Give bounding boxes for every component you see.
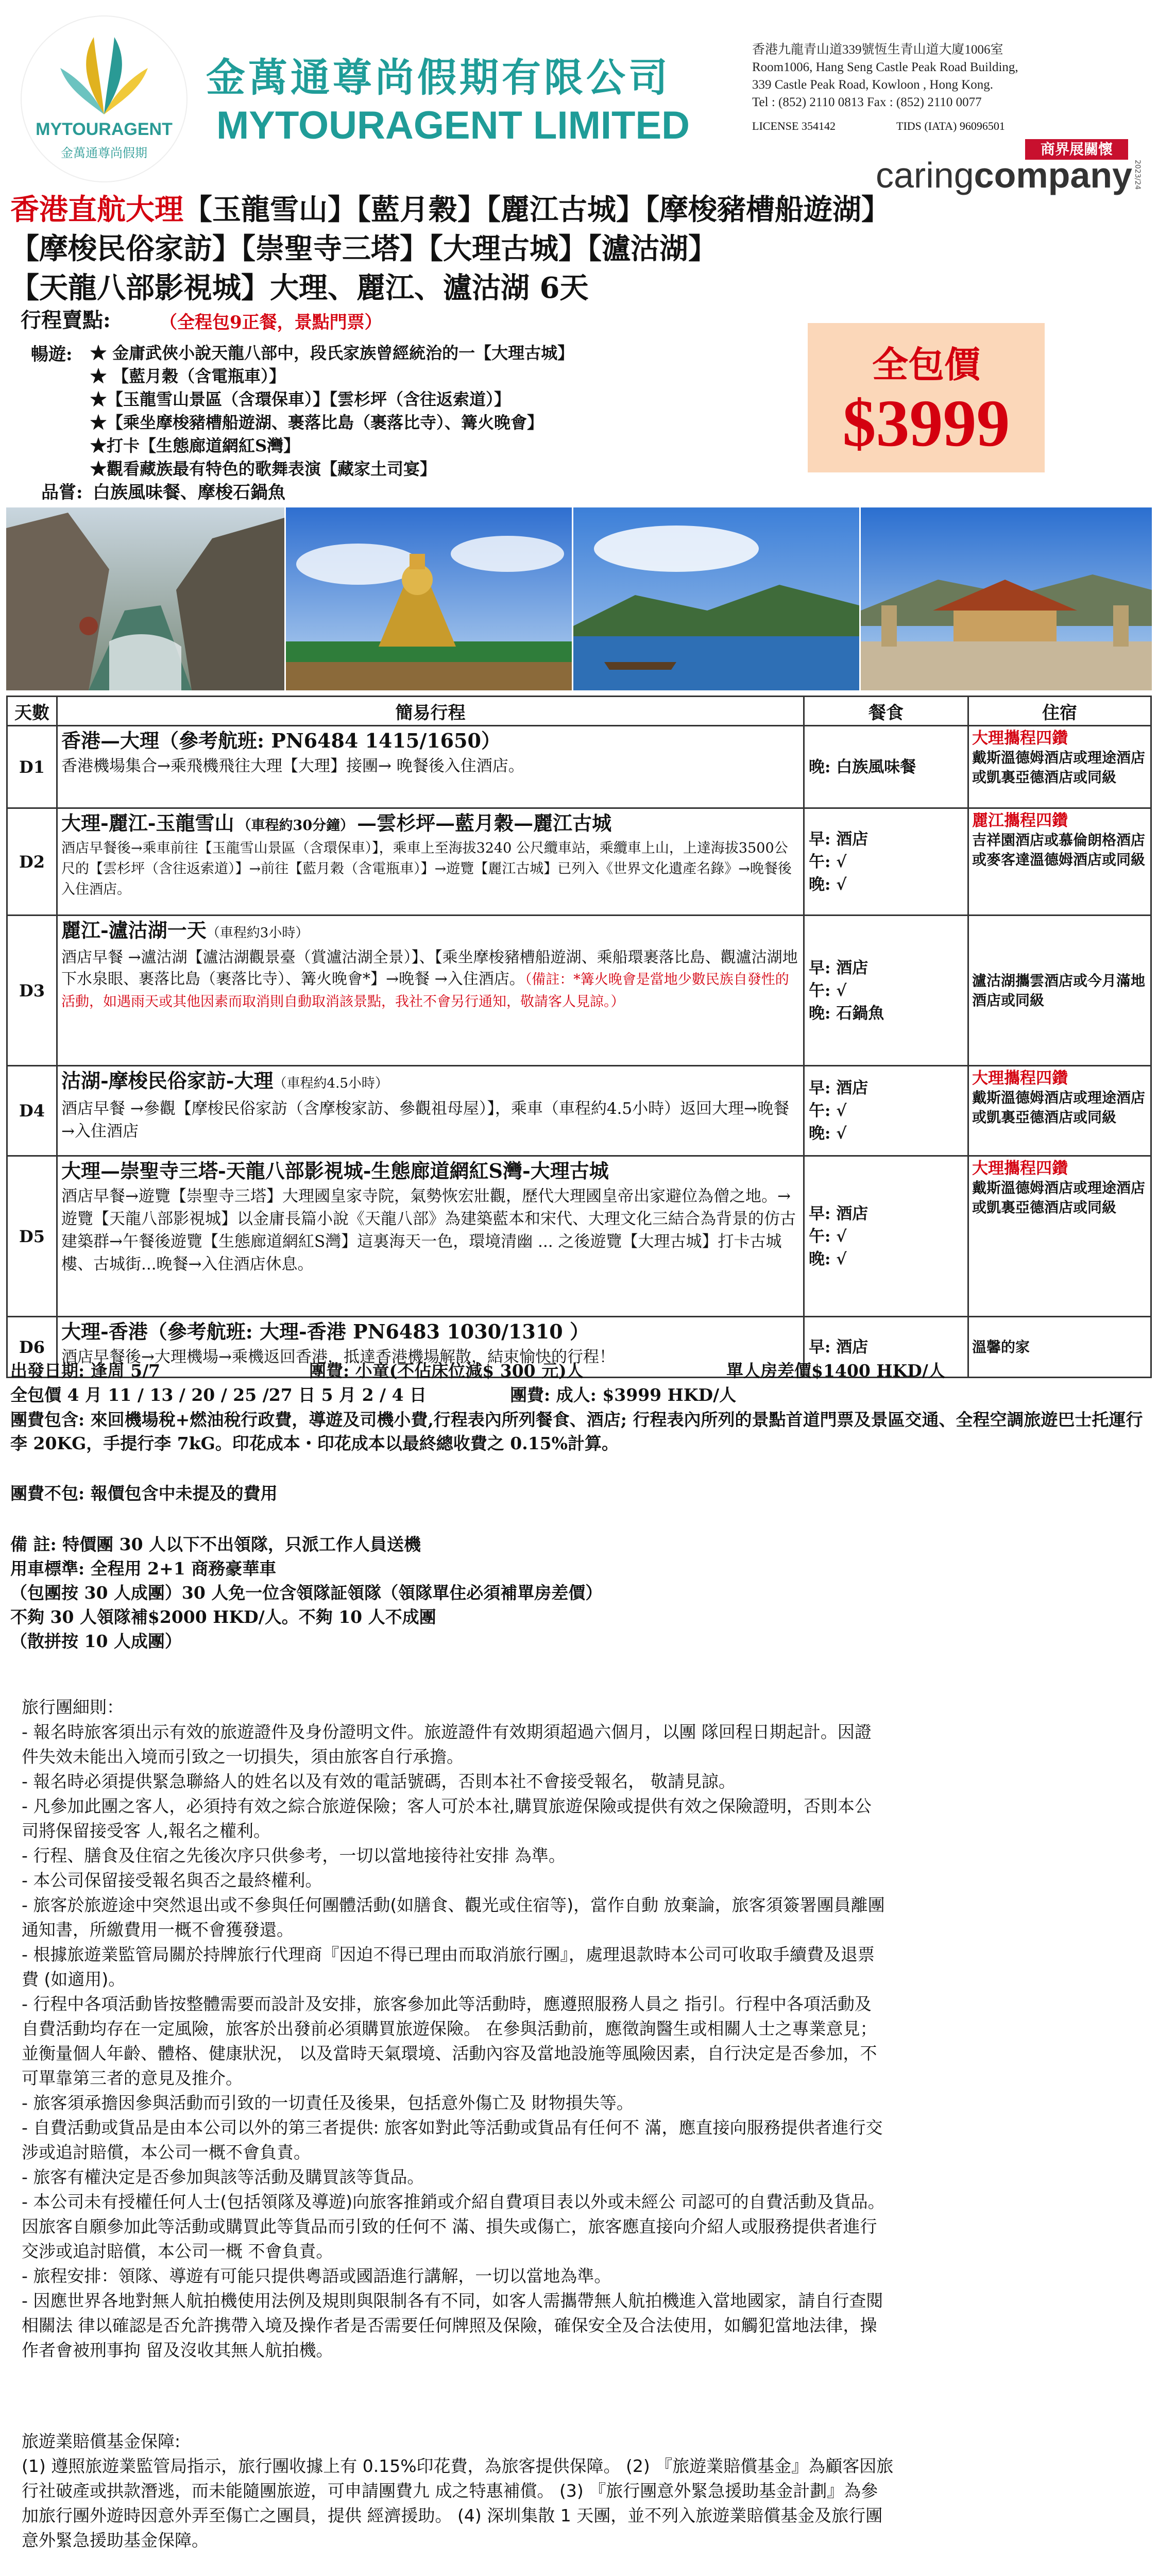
meals-cell — [804, 726, 968, 808]
terms-line: - 旅客有權決定是否參加與該等活動及購買該等貨品。 — [22, 2167, 424, 2187]
terms-line: - 行程中各項活動皆按整體需要而設計及安排，旅客參加此等活動時，應遵照服務人員之 指引。行程中各項活動及 — [22, 1994, 872, 2014]
tour-item: ★ 【藍月穀（含電瓶車）】 — [90, 366, 286, 386]
company-logo — [21, 15, 188, 182]
hotel-cell — [968, 1156, 1151, 1317]
terms-line: - 因應世界各地對無人航拍機使用法例及規則與限制各有不同，如客人需攜帶無人航拍機進入當地國家，請自行查閱 — [22, 2291, 883, 2311]
company-name-cn: 金萬通尊尚假期有限公司 — [206, 55, 671, 100]
logo-emblem-icon — [58, 32, 150, 120]
hotel-cell — [968, 1066, 1151, 1156]
route-title-part: 沽湖-摩梭民俗家訪-大理 — [61, 1069, 274, 1092]
hotel-name: 溫馨的家 — [972, 1338, 1030, 1355]
photo-lake — [573, 507, 859, 690]
terms-line: - 本公司未有授權任何人士(包括領隊及導遊)向旅客推銷或介紹自費項目表以外或未經公 司認可的自費活動及貨品。 — [22, 2192, 885, 2212]
tour-item: ★觀看藏族最有特色的歌舞表演【藏家土司宴】 — [90, 459, 437, 479]
address-line: Room1006, Hang Seng Castle Peak Road Building, — [752, 60, 1018, 74]
meal-item: 早: 酒店 — [809, 829, 868, 849]
tour-title-attractions: 【玉龍雪山】【藍月穀】【麗江古城】【摩梭豬槽船遊湖】 — [183, 193, 890, 227]
itinerary-table — [6, 696, 1152, 1378]
fund-line: 行社破產或拱款潛逃，而未能隨團旅遊，可申請團費九 成之特惠補償。 (3) 『旅行團意外緊急援助基金計劃』為參 — [22, 2481, 878, 2501]
meal-item: 午: √ — [809, 981, 847, 1000]
tour-title-highlight: 香港直航大理 — [10, 193, 183, 227]
hotel-name: 戴斯溫德姆酒店或理途酒店或凱裏亞德酒店或同級 — [972, 1179, 1146, 1216]
highlights-note: （全程包9正餐，景點門票） — [160, 312, 382, 333]
route-cell — [57, 1066, 804, 1156]
day-cell: D1 — [7, 726, 57, 808]
table-row — [7, 916, 1151, 1066]
logo-text-cn: 金萬通尊尚假期 — [61, 146, 147, 160]
caring-company-badge: 商界展關懷 — [1025, 139, 1128, 160]
terms-line: - 自費活動或貨品是由本公司以外的第三者提供: 旅客如對此等活動或貨品有任何不 滿，應直接向服務提供者進行交 — [22, 2117, 883, 2138]
address-line: 香港九龍青山道339號恆生青山道大廈1006室 — [752, 43, 1003, 57]
route-desc: 酒店早餐後→大理機場→乘機返回香港，抵達香港機場解散，結束愉快的行程！ — [61, 1348, 615, 1366]
meal-item: 午: √ — [809, 852, 847, 871]
terms-line: - 旅客於旅遊途中突然退出或不參與任何團體活動(如膳食、觀光或住宿等)，當作自動 放棄論，旅客須簽署團員離團 — [22, 1895, 885, 1915]
remarks-3: （包團按 30 人成團）30 人免一位含領隊証領隊（領隊單住必須補單房差價） — [10, 1583, 603, 1603]
meal-item: 午: √ — [809, 1227, 847, 1246]
fund-line: (1) 遵照旅遊業監管局指示，旅行團收據上有 0.15%印花費，為旅客提供保障。 (2) 『旅遊業賠償基金』為顧客因旅 — [22, 2456, 894, 2476]
fare-excludes: 團費不包: 報價包含中未提及的費用 — [10, 1483, 278, 1503]
route-title-part: —雲杉坪—藍月穀—麗江古城 — [357, 811, 612, 835]
price-value: $3999 — [842, 386, 1010, 461]
terms-line: 涉或追討賠償，本公司一概不會負責。 — [22, 2142, 311, 2162]
table-row — [7, 1156, 1151, 1317]
terms-line: - 報名時旅客須出示有效的旅遊證件及身份證明文件。旅遊證件有效期須超過六個月，以團 隊回程日期起計。因證 — [22, 1722, 872, 1742]
departure-dates-2: 全包價 4 月 11 / 13 / 20 / 25 /27 日 5 月 2 / 4 日 — [10, 1385, 427, 1405]
header-hotel: 住宿 — [968, 697, 1151, 726]
caring-word: caring — [876, 155, 974, 195]
terms-line: - 旅客須承擔因參與活動而引致的一切責任及後果，包括意外傷亡及 財物損失等。 — [22, 2093, 634, 2113]
terms-line: - 根據旅遊業監管局關於持牌旅行代理商『因迫不得已理由而取消旅行團』，處理退款時本公司可收取手續費及退票 — [22, 1944, 875, 1964]
meals-cell — [804, 1156, 968, 1317]
meal-item: 晚: 石鍋魚 — [809, 1004, 884, 1023]
route-title: 香港—大理（參考航班: PN6484 1415/1650） — [61, 729, 501, 752]
address-line: Tel : (852) 2110 0813 Fax : (852) 2110 0077 — [752, 95, 982, 109]
route-desc-text: 酒店早餐 →瀘沽湖【瀘沽湖觀景臺（賞瀘沽湖全景）】、【乘坐摩梭豬槽船遊湖、乘船環裹落比島、觀瀘沽湖地下水泉眼、裹落比島（裹落比寺）、篝火晚會*】→晚餐 →入住酒店。 — [61, 948, 798, 988]
route-cell — [57, 1156, 804, 1317]
terms-line: 自費活動均存在一定風險，旅客於出發前必須購買旅遊保險。 在參與活動前，應徵詢醫生或相關人士之專業意見； — [22, 2019, 877, 2039]
day-cell: D4 — [7, 1066, 57, 1156]
route-desc: 酒店早餐後→乘車前往【玉龍雪山景區（含環保車）】，乘車上至海拔3240 公尺纜車站，乘纜車上山，上達海拔3500公尺的【雲杉坪（含往返索道）】→前往【藍月穀（含電瓶車）】→遊覽【麗江古城】已列入《世界文化遺產名錄》→晚餐後入住酒店。 — [61, 840, 792, 897]
company-name-en: MYTOURAGENT LIMITED — [216, 104, 690, 147]
route-desc: 酒店早餐→遊覽【崇聖寺三塔】大理國皇家寺院，氣勢恢宏壯觀，歷代大理國皇帝出家避位為僧之地。→遊覽【天龍八部影視城】以金庸長篇小說《天龍八部》為建築藍本和宋代、大理文化三結合為背景的仿古建築群→午餐後遊覽【生態廊道網紅S灣】這裏海天一色，環境清幽 ... 之後遊覽【大理古城】打卡古城樓、古城街...晚餐→入住酒店休息。 — [61, 1187, 796, 1274]
single-supplement: 單人房差價$1400 HKD/人 — [726, 1361, 945, 1381]
terms-line: 旅行團細則： — [22, 1697, 124, 1717]
day-cell: D6 — [7, 1317, 57, 1378]
photo-pagoda — [286, 507, 572, 690]
highlights-label: 行程賣點: — [21, 308, 111, 332]
day-cell: D5 — [7, 1156, 57, 1317]
terms-section — [22, 1695, 885, 2363]
header-route: 簡易行程 — [57, 697, 804, 726]
price-label: 全包價 — [872, 343, 980, 386]
terms-line: - 行程、膳食及住宿之先後次序只供參考，一切以當地接待社安排 為準。 — [22, 1845, 566, 1866]
hotel-cell — [968, 1317, 1151, 1378]
meals-cell — [804, 808, 968, 916]
departure-dates: 出發日期: 逢周 5/7 — [10, 1361, 161, 1381]
terms-line: 作者會被刑事拘 留及沒收其無人航拍機。 — [22, 2340, 333, 2360]
route-desc: 酒店早餐 →參觀【摩梭民俗家訪（含摩梭家訪、參觀祖母屋）】，乘車（車程約4.5小時）返回大理→晚餐 →入住酒店 — [61, 1099, 790, 1141]
hotel-cell — [968, 916, 1151, 1066]
adult-fare: 團費: 成人: $3999 HKD/人 — [510, 1385, 737, 1405]
fund-line: 意外緊急援助基金保障。 — [22, 2530, 209, 2550]
day-cell: D3 — [7, 916, 57, 1066]
hotel-name: 瀘沽湖攜雲酒店或今月滿地酒店或同級 — [972, 972, 1146, 1009]
caring-company-logo — [876, 155, 1132, 196]
caring-company-year: 2023/24 — [1133, 160, 1142, 190]
header-meals: 餐食 — [804, 697, 968, 726]
hotel-rating: 大理攜程四鑽 — [972, 729, 1068, 748]
meal-item: 晚: 白族風味餐 — [809, 757, 916, 776]
route-title — [58, 917, 803, 947]
hotel-rating: 麗江攜程四鑽 — [972, 811, 1068, 830]
terms-line: 相關法 律以確認是否允許携帶入境及操作者是否需要任何牌照及保險，確保安全及合法使用，如觸犯當地法律，操 — [22, 2315, 877, 2335]
route-title: 大理—崇聖寺三塔-天龍八部影視城-生態廊道網紅S灣-大理古城 — [61, 1159, 609, 1182]
route-cell — [57, 916, 804, 1066]
hotel-name: 戴斯溫德姆酒店或理途酒店或凱裏亞德酒店或同級 — [972, 1089, 1146, 1126]
route-duration: （車程約4.5小時） — [273, 1076, 388, 1091]
remarks-1: 備 註: 特價團 30 人以下不出領隊，只派工作人員送機 — [10, 1534, 421, 1554]
terms-line: - 旅程安排：領隊、導遊有可能只提供粵語或國語進行講解，一切以當地為準。 — [22, 2266, 611, 2286]
table-row — [7, 1066, 1151, 1156]
tour-title-line-3: 【天龍八部影視城】大理、麗江、瀘沽湖 6天 — [10, 271, 589, 305]
meal-item: 晚: √ — [809, 875, 847, 894]
terms-line: 並衡量個人年齡、體格、健康狀況， 以及當時天氣環境、活動內容及當地設施等風險因素，自行決定是否參加，不 — [22, 2043, 877, 2063]
price-box — [808, 323, 1045, 472]
meals-cell — [804, 916, 968, 1066]
table-row — [7, 726, 1151, 808]
food-label: 品嘗: — [41, 482, 83, 503]
route-title — [58, 809, 803, 838]
meal-item: 午: √ — [809, 1101, 847, 1120]
address-line: 339 Castle Peak Road, Kowloon , Hong Kong. — [752, 78, 994, 92]
tour-label: 暢遊: — [31, 344, 73, 365]
hotel-cell — [968, 726, 1151, 808]
route-title-part: 大理-麗江-玉龍雪山 — [61, 811, 234, 835]
terms-line: 可單靠第三者的意見及推介。 — [22, 2068, 243, 2088]
route-title — [58, 1067, 803, 1097]
meal-item: 早: 酒店 — [809, 1079, 868, 1097]
hotel-cell — [968, 808, 1151, 916]
fund-line: 旅遊業賠償基金保障: — [22, 2431, 181, 2451]
route-duration: （車程約3小時） — [206, 925, 309, 941]
tour-item: ★【玉龍雪山景區（含環保車）】【雲杉坪（含往返索道）】 — [90, 389, 511, 409]
hotel-rating: 大理攜程四鑽 — [972, 1069, 1068, 1088]
tour-title-line-2: 【摩梭民俗家訪】【崇聖寺三塔】【大理古城】【瀘沽湖】 — [10, 232, 717, 266]
meal-item: 早: 酒店 — [809, 958, 868, 977]
photo-gorge — [6, 507, 284, 690]
tour-item: ★ 金庸武俠小說天龍八部中，段氏家族曾經統治的一【大理古城】 — [90, 343, 574, 363]
terms-line: 司將保留接受客 人,報名之權利。 — [22, 1821, 270, 1841]
route-desc: 香港機場集合→乘飛機飛往大理【大理】接團→ 晚餐後入住酒店。 — [61, 757, 524, 775]
meal-item: 早: 酒店 — [809, 1204, 868, 1223]
fund-line: 加旅行團外遊時因意外弄至傷亡之團員，提供 經濟援助。 (4) 深圳集散 1 天團，並不列入旅遊業賠償基金及旅行團 — [22, 2505, 883, 2526]
terms-line: 因旅客自願參加此等活動或購買此等貨品而引致的任何不 滿、損失或傷亡，旅客應直接向介紹人或服務提供者進行 — [22, 2216, 877, 2236]
route-cell — [57, 808, 804, 916]
route-title: 大理-香港（參考航班: 大理-香港 PN6483 1030/1310 ） — [61, 1320, 589, 1343]
hotel-name: 吉祥園酒店或慕倫朗格酒店或麥客達溫德姆酒店或同級 — [972, 832, 1146, 868]
company-word: company — [974, 155, 1132, 195]
meal-item: 早: 酒店 — [809, 1337, 868, 1357]
route-cell — [57, 726, 804, 808]
hotel-rating: 大理攜程四鑽 — [972, 1159, 1068, 1178]
route-title-part: 麗江-瀘沽湖一天 — [61, 919, 207, 942]
day-cell: D2 — [7, 808, 57, 916]
terms-line: - 報名時必須提供緊急聯絡人的姓名以及有效的電話號碼，否則本社不會接受報名， 敬請見諒。 — [22, 1771, 736, 1791]
terms-line: 件失效未能出入境而引致之一切損失，須由旅客自行承擔。 — [22, 1747, 464, 1767]
tour-item: ★打卡【生態廊道網紅S灣】 — [90, 436, 300, 455]
remarks-4: 不夠 30 人領隊補$2000 HKD/人。不夠 10 人不成團 — [10, 1607, 436, 1627]
food-value: 白族風味餐、摩梭石鍋魚 — [93, 482, 285, 503]
tids-number: TIDS (IATA) 96096501 — [896, 120, 1005, 132]
terms-line: - 本公司保留接受報名與否之最終權利。 — [22, 1870, 322, 1890]
hotel-name: 戴斯溫德姆酒店或理途酒店或凱裏亞德酒店或同級 — [972, 749, 1146, 786]
header-day: 天數 — [7, 697, 57, 726]
route-duration: （車程約30分鐘） — [237, 818, 354, 834]
logo-text-en: MYTOURAGENT — [36, 120, 173, 139]
photo-temple — [861, 507, 1152, 690]
meals-cell — [804, 1066, 968, 1156]
terms-line: 費 (如適用)。 — [22, 1969, 126, 1989]
license-number: LICENSE 354142 — [752, 120, 836, 132]
route-desc — [58, 947, 803, 1013]
tour-title-line-1 — [10, 191, 890, 229]
meal-item: 晚: √ — [809, 1124, 847, 1143]
table-row — [7, 808, 1151, 916]
remarks-5: （散拼按 10 人成團） — [10, 1631, 182, 1651]
child-fare: 團費: 小童(不佔床位減$ 300 元)人 — [309, 1361, 584, 1381]
meal-item: 晚: √ — [809, 1249, 847, 1268]
remarks-2: 用車標準: 全程用 2+1 商務豪華車 — [10, 1558, 277, 1579]
compensation-fund-section — [22, 2429, 893, 2553]
company-address — [752, 41, 1018, 111]
tour-item: ★【乘坐摩梭豬槽船遊湖、裹落比島（裹落比寺）、篝火晚會】 — [90, 413, 544, 432]
terms-line: - 凡參加此團之客人，必須持有效之綜合旅遊保險；客人可於本社,購買旅遊保險或提供有效之保險證明，否則本公 — [22, 1796, 872, 1816]
terms-line: 通知書，所繳費用一概不會獲發還。 — [22, 1920, 294, 1940]
fare-includes: 團費包含: 來回機場稅+燃油稅行政費，導遊及司機小費,行程表內所列餐食、酒店; 行程表內所列的景點首道門票及景區交通、全程空調旅遊巴士托運行李 20KG，手提行李 7kG。印花成本・印花成本以最終總收費之 0.15%計算。 — [10, 1410, 1143, 1453]
table-header-row — [7, 697, 1151, 726]
route-remark: （備註：*篝火晚會是當地少數民族自發性的活動，如遇雨天或其他因素而取消則自動取消該景點，我社不會另行通知，敬請客人見諒。） — [61, 972, 789, 1010]
terms-line: 交涉或追討賠償，本公司一概 不會負責。 — [22, 2241, 333, 2261]
